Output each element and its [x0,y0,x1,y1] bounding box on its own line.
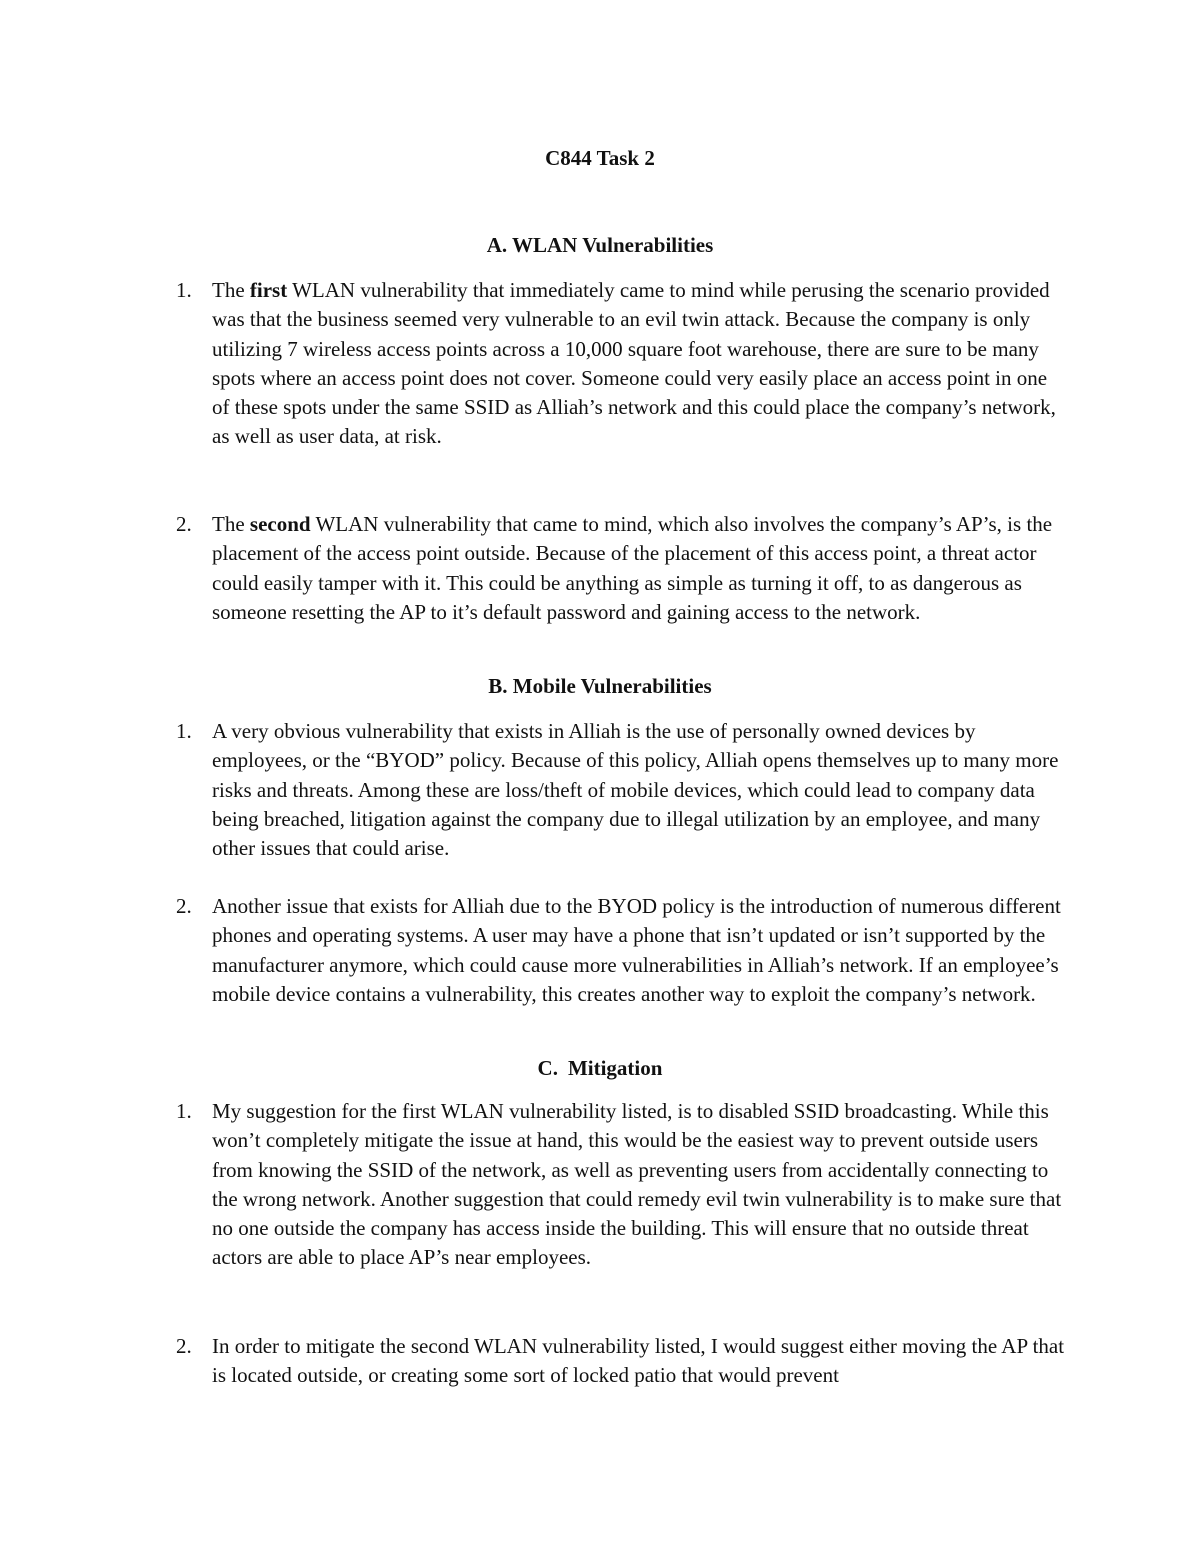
list-item [176,510,1066,627]
list-item-text: A very obvious vulnerability that exists in Alliah is the use of personally owned devices by employees, or the “BYOD” policy. Because of this policy, Alliah opens themselves up to many more risks and threats. Among these are loss/theft of mobile devices, which could lead to company data being breached, litigation against the company due to illegal utilization by an employee, and many other issues that could arise. [212,719,1059,861]
bold-text: first [249,278,288,302]
list-number: 1. [176,719,192,743]
section-heading-text: Mitigation [567,1056,663,1080]
list-item [176,717,1066,863]
list-item [176,276,1066,452]
list-number: 1. [176,1099,192,1123]
document-title: C844 Task 2 [545,146,655,170]
list-number: 2. [176,894,192,918]
list-number: 1. [176,278,192,302]
list-item-text [212,510,1066,627]
list-item [176,1097,1066,1273]
section-letter: C. [537,1056,558,1080]
text-run: WLAN vulnerability that immediately came to mind while perusing the scenario provided was that the business seemed very vulnerable to an evil twin attack. Because the company is only utilizing 7 wireless access points across a 10,000 square foot warehouse, there are sure to be many spots where an access point does not cover. Someone could very easily place an access point in one of these spots under the same SSID as Alliah’s network and this could place the company’s network, as well as user data, at risk. [212,278,1056,449]
list-item-text: My suggestion for the first WLAN vulnerability listed, is to disabled SSID broadcasting. While this won’t completely mitigate the issue at hand, this would be the easiest way to prevent outside users from knowing the SSID of the network, as well as preventing users from accidentally connecting to the wrong network. Another suggestion that could remedy evil twin vulnerability is to make sure that no one outside the company has access inside the building. This will ensure that no outside threat actors are able to place AP’s near employees. [212,1099,1062,1270]
text-run: The [212,278,250,302]
text-run: WLAN vulnerability that came to mind, which also involves the company’s AP’s, is the placement of the access point outside. Because of the placement of this access point, a threat actor could easily tamper with it. This could be anything as simple as turning it off, to as dangerous as someone resetting the AP to it’s default password and gaining access to the network. [212,512,1053,624]
section-heading-mitigation [0,1053,1200,1083]
bold-text: second [249,512,311,536]
list-item-text: Another issue that exists for Alliah due to the BYOD policy is the introduction of numerous different phones and operating systems. A user may have a phone that isn’t updated or isn’t supported by the manufacturer anymore, which could cause more vulnerabilities in Alliah’s network. If an employee’s mobile device contains a vulnerability, this creates another way to exploit the company’s network. [212,894,1061,1006]
list-number: 2. [176,512,192,536]
list-number: 2. [176,1334,192,1358]
list-item-text: In order to mitigate the second WLAN vulnerability listed, I would suggest either moving the AP that is located outside, or creating some sort of locked patio that would prevent [212,1334,1065,1388]
text-run: The [212,512,250,536]
list-item [176,1332,1066,1391]
section-heading-wlan-vulnerabilities: A. WLAN Vulnerabilities [486,233,714,257]
list-item [176,892,1066,1009]
list-item-text [212,276,1066,452]
section-heading-mobile-vulnerabilities: B. Mobile Vulnerabilities [488,674,712,698]
